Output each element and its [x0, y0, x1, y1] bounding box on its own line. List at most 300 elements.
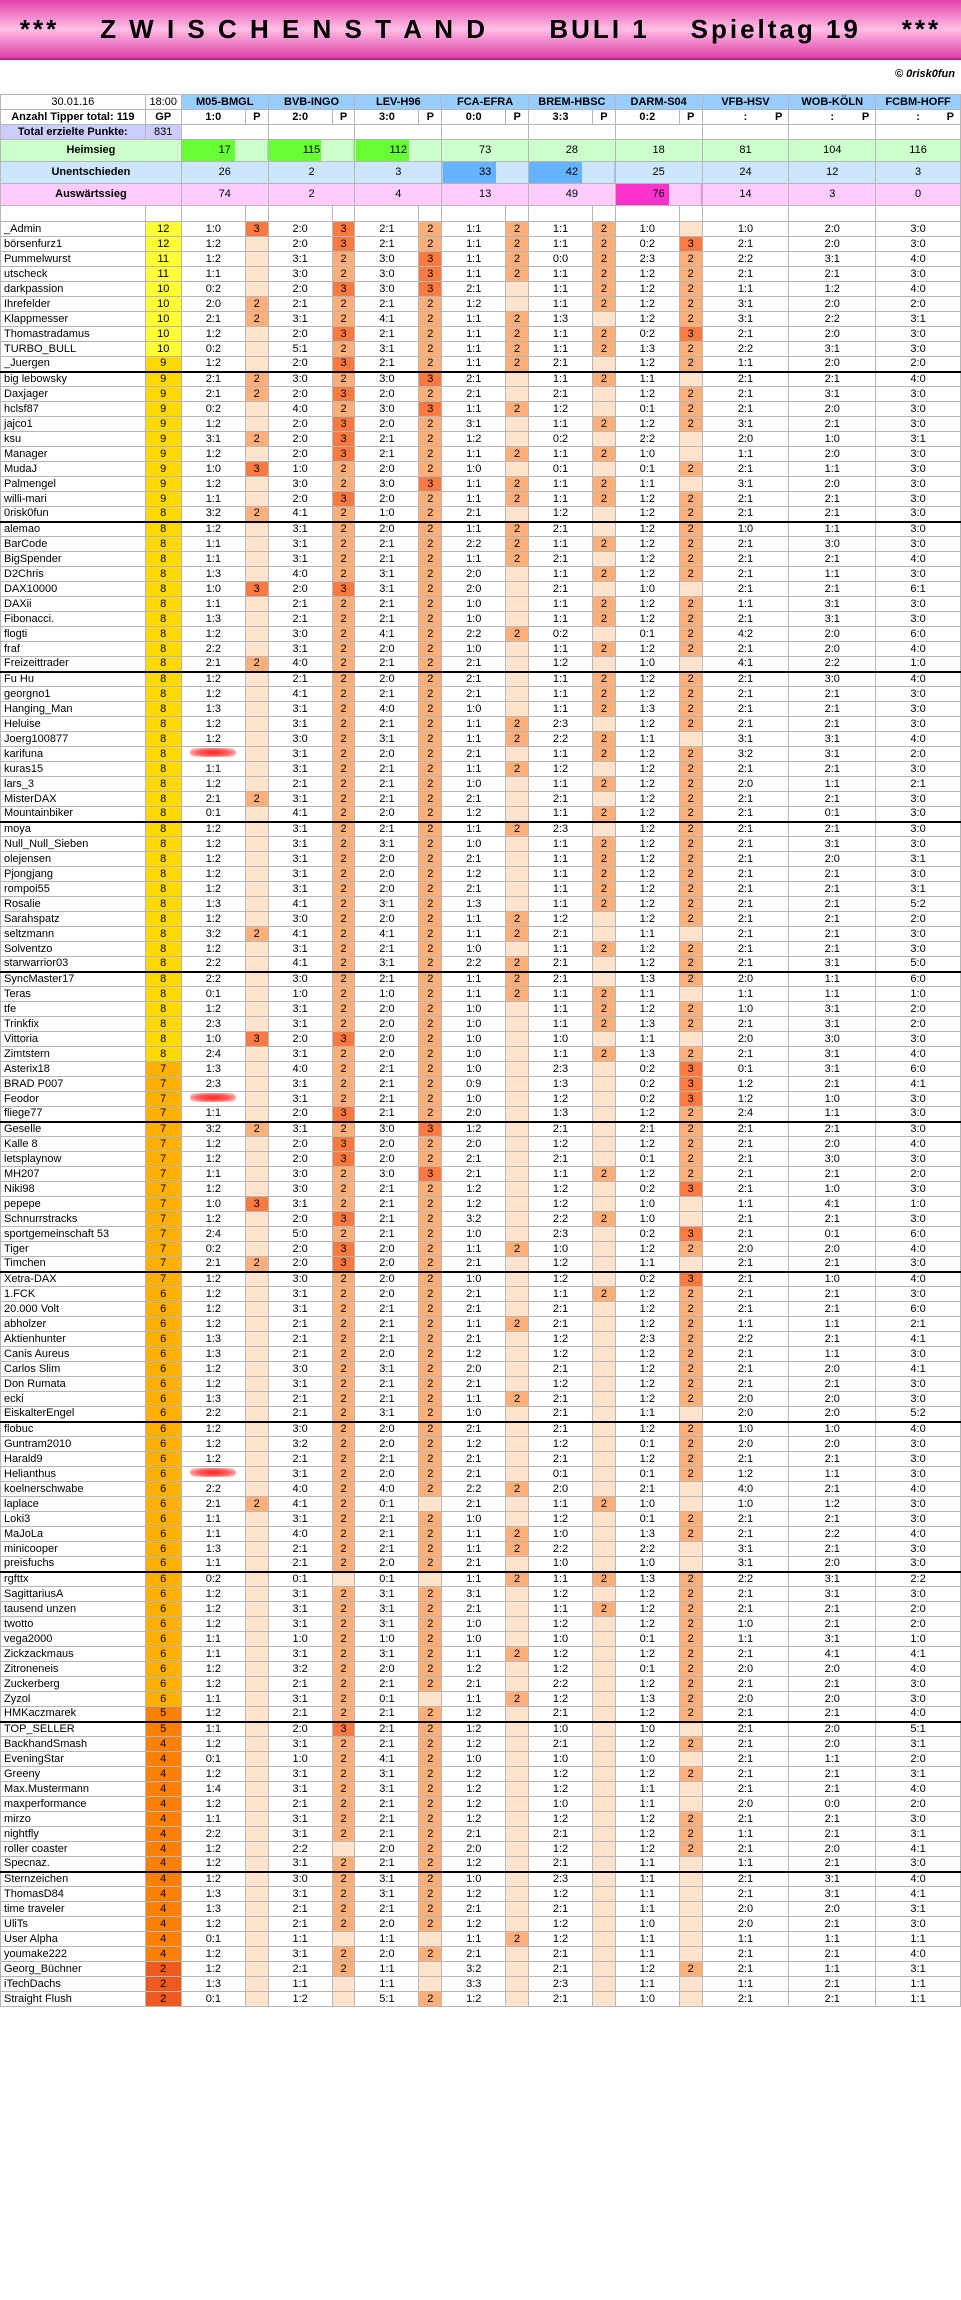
player-points: 2 [332, 732, 355, 747]
player-tip: 1:2 [181, 1602, 245, 1617]
player-row [1, 372, 961, 387]
player-points: 3 [419, 372, 442, 387]
player-tip: 5:0 [268, 1227, 332, 1242]
player-tip: 2:1 [789, 927, 876, 942]
player-name: Zimtstern [1, 1047, 146, 1062]
player-points [506, 1452, 529, 1467]
player-points: 2 [593, 1002, 616, 1017]
player-points [506, 1887, 529, 1902]
stat-value: 81 [702, 140, 789, 162]
player-row [1, 642, 961, 657]
player-points [419, 1932, 442, 1947]
player-tip: 1:2 [181, 867, 245, 882]
player-points [506, 1092, 529, 1107]
player-points: 2 [419, 312, 442, 327]
player-points: 2 [332, 1647, 355, 1662]
player-points [593, 1542, 616, 1557]
player-tip: 1:2 [181, 237, 245, 252]
player-tip: 3:1 [876, 882, 961, 897]
player-name: Harald9 [1, 1452, 146, 1467]
player-tip: 2:1 [355, 1542, 419, 1557]
player-tip: 1:3 [528, 1077, 592, 1092]
player-tip: 2:1 [702, 702, 789, 717]
player-row [1, 1557, 961, 1572]
player-gp: 8 [145, 912, 181, 927]
player-points [506, 282, 529, 297]
player-points [593, 1827, 616, 1842]
player-name: Thomastradamus [1, 327, 146, 342]
player-name: fliege77 [1, 1107, 146, 1122]
player-points: 2 [593, 447, 616, 462]
player-tip: 2:0 [702, 1392, 789, 1407]
player-points [593, 1032, 616, 1047]
player-row [1, 1587, 961, 1602]
player-points [679, 1782, 702, 1797]
player-gp: 6 [145, 1677, 181, 1692]
player-points [506, 1167, 529, 1182]
player-gp: 8 [145, 537, 181, 552]
player-tip: 2:0 [268, 282, 332, 297]
player-gp: 4 [145, 1737, 181, 1752]
player-tip: 3:1 [789, 252, 876, 267]
player-tip: 1:1 [528, 867, 592, 882]
player-tip: 3:1 [268, 852, 332, 867]
player-points: 2 [419, 1332, 442, 1347]
player-name: MudaJ [1, 462, 146, 477]
player-name: Pummelwurst [1, 252, 146, 267]
player-points [679, 1497, 702, 1512]
player-points: 2 [506, 1572, 529, 1587]
player-tip: 2:1 [702, 552, 789, 567]
player-tip: 2:0 [355, 1272, 419, 1287]
player-points: 2 [419, 1212, 442, 1227]
player-points: 2 [245, 1257, 268, 1272]
stat-value: 76 [615, 184, 702, 206]
player-points: 2 [419, 1887, 442, 1902]
player-points: 2 [593, 1167, 616, 1182]
player-tip: 4:0 [268, 402, 332, 417]
player-tip: 4:1 [876, 1842, 961, 1857]
player-row [1, 1347, 961, 1362]
player-points: 2 [332, 1287, 355, 1302]
player-tip: 2:1 [355, 1092, 419, 1107]
player-row [1, 1887, 961, 1902]
player-points [593, 1062, 616, 1077]
player-tip: 4:0 [876, 552, 961, 567]
player-points [506, 1347, 529, 1362]
player-tip: 1:0 [615, 1557, 679, 1572]
player-row [1, 1827, 961, 1842]
player-name: rompoi55 [1, 882, 146, 897]
player-gp: 6 [145, 1377, 181, 1392]
player-points: 2 [332, 927, 355, 942]
player-tip: 2:0 [442, 1362, 506, 1377]
player-tip: 2:0 [702, 1797, 789, 1812]
player-tip: 3:0 [876, 1542, 961, 1557]
player-tip: 4:0 [876, 1872, 961, 1887]
player-points [245, 1782, 268, 1797]
player-points: 2 [593, 702, 616, 717]
player-name: utscheck [1, 267, 146, 282]
player-tip: 3:1 [268, 1782, 332, 1797]
player-row [1, 582, 961, 597]
player-tip: 1:2 [528, 1647, 592, 1662]
player-points [245, 1857, 268, 1872]
player-name: Manager [1, 447, 146, 462]
player-points [506, 687, 529, 702]
player-row [1, 1272, 961, 1287]
player-gp: 10 [145, 312, 181, 327]
player-gp: 8 [145, 612, 181, 627]
player-points [506, 387, 529, 402]
player-points [245, 642, 268, 657]
player-tip: 4:1 [876, 1362, 961, 1377]
player-tip: 2:1 [702, 672, 789, 687]
player-tip: 3:1 [876, 1767, 961, 1782]
player-tip: 1:0 [442, 1632, 506, 1647]
player-tip: 2:2 [442, 957, 506, 972]
player-row [1, 1167, 961, 1182]
player-tip: 4:0 [876, 252, 961, 267]
player-tip: 1:2 [615, 1137, 679, 1152]
player-tip: 3:1 [268, 1737, 332, 1752]
player-tip: 1:0 [268, 987, 332, 1002]
player-points: 2 [419, 1872, 442, 1887]
player-points: 3 [419, 252, 442, 267]
player-points [245, 477, 268, 492]
player-tip: 1:1 [442, 1572, 506, 1587]
player-points [593, 1767, 616, 1782]
player-tip: 1:2 [442, 807, 506, 822]
player-gp: 6 [145, 1632, 181, 1647]
player-tip: 2:1 [702, 1812, 789, 1827]
player-gp: 9 [145, 402, 181, 417]
player-gp: 6 [145, 1557, 181, 1572]
player-tip: 2:1 [702, 1272, 789, 1287]
player-points: 2 [332, 1902, 355, 1917]
player-gp: 8 [145, 792, 181, 807]
player-tip: 2:2 [702, 342, 789, 357]
player-tip: 1:2 [181, 1287, 245, 1302]
player-row [1, 717, 961, 732]
player-tip: 1:1 [702, 1197, 789, 1212]
player-points: 2 [679, 1827, 702, 1842]
player-row [1, 252, 961, 267]
player-points [506, 1362, 529, 1377]
player-tip: 2:1 [355, 552, 419, 567]
player-row [1, 612, 961, 627]
player-points [245, 837, 268, 852]
player-tip: 4:0 [268, 1062, 332, 1077]
player-tip: 1:0 [528, 1752, 592, 1767]
player-tip: 2:1 [355, 657, 419, 672]
player-tip: 2:0 [702, 777, 789, 792]
player-tip: 2:1 [528, 957, 592, 972]
player-tip: 1:2 [181, 732, 245, 747]
player-tip: 3:0 [876, 942, 961, 957]
player-gp: 6 [145, 1467, 181, 1482]
player-tip: 3:1 [876, 1902, 961, 1917]
player-tip: 2:1 [789, 1452, 876, 1467]
player-tip: 2:1 [355, 717, 419, 732]
player-tip: 1:2 [528, 1662, 592, 1677]
player-gp: 6 [145, 1302, 181, 1317]
player-tip: 1:2 [181, 1002, 245, 1017]
player-tip: 2:0 [442, 1107, 506, 1122]
player-name: laplace [1, 1497, 146, 1512]
player-points: 2 [679, 1587, 702, 1602]
player-points [245, 267, 268, 282]
player-tip: 2:1 [702, 1782, 789, 1797]
player-tip: 2:1 [789, 1542, 876, 1557]
player-tip: 2:1 [789, 1077, 876, 1092]
player-gp: 8 [145, 732, 181, 747]
player-tip: 1:1 [702, 447, 789, 462]
player-gp: 8 [145, 927, 181, 942]
player-tip: 2:1 [268, 1797, 332, 1812]
player-tip: 1:3 [181, 1347, 245, 1362]
player-tip: 1:2 [528, 1767, 592, 1782]
player-points [245, 1242, 268, 1257]
player-points [506, 1197, 529, 1212]
player-row [1, 327, 961, 342]
player-tip: 1:2 [615, 267, 679, 282]
player-points: 2 [419, 732, 442, 747]
player-points [679, 657, 702, 672]
player-tip: 2:1 [702, 1167, 789, 1182]
player-tip: 1:1 [615, 1857, 679, 1872]
player-gp: 9 [145, 372, 181, 387]
player-gp: 8 [145, 567, 181, 582]
player-name: Georg_Büchner [1, 1962, 146, 1977]
player-tip: 2:1 [789, 897, 876, 912]
player-points [506, 1842, 529, 1857]
player-tip: 1:2 [442, 1197, 506, 1212]
player-tip: 0:1 [789, 1227, 876, 1242]
player-points [506, 1512, 529, 1527]
player-points [245, 567, 268, 582]
player-name: Freizeittrader [1, 657, 146, 672]
player-points: 3 [419, 1122, 442, 1137]
player-gp: 8 [145, 897, 181, 912]
player-points: 2 [332, 912, 355, 927]
player-points [506, 1152, 529, 1167]
player-row [1, 807, 961, 822]
player-name: Heluise [1, 717, 146, 732]
player-name: preisfuchs [1, 1557, 146, 1572]
player-tip: 2:2 [181, 957, 245, 972]
player-gp: 12 [145, 237, 181, 252]
player-points: 2 [332, 1587, 355, 1602]
player-points: 2 [679, 867, 702, 882]
player-tip: 3:1 [442, 417, 506, 432]
player-points [506, 432, 529, 447]
player-tip: 1:2 [181, 1302, 245, 1317]
player-points: 2 [679, 1107, 702, 1122]
player-gp: 8 [145, 627, 181, 642]
player-row [1, 387, 961, 402]
player-tip: 1:1 [181, 1107, 245, 1122]
player-tip: 2:1 [355, 1212, 419, 1227]
player-points: 2 [679, 1647, 702, 1662]
player-points [506, 1017, 529, 1032]
player-points: 2 [506, 1317, 529, 1332]
match-result: 0:0 [442, 110, 506, 125]
player-tip: 3:1 [268, 552, 332, 567]
player-gp: 6 [145, 1482, 181, 1497]
player-tip: 1:2 [181, 1137, 245, 1152]
player-tip: 1:2 [615, 1287, 679, 1302]
empty-cell [789, 206, 876, 222]
player-tip: 2:1 [355, 1182, 419, 1197]
player-points [419, 1977, 442, 1992]
player-tip: 3:0 [876, 597, 961, 612]
player-points: 2 [679, 297, 702, 312]
player-tip: 2:1 [442, 1302, 506, 1317]
player-points: 3 [679, 1062, 702, 1077]
player-tip: 0:2 [181, 1242, 245, 1257]
player-tip: 2:1 [702, 642, 789, 657]
player-gp: 8 [145, 957, 181, 972]
player-row [1, 1632, 961, 1647]
player-tip: 1:1 [789, 1752, 876, 1767]
player-gp: 10 [145, 282, 181, 297]
player-tip: 3:2 [181, 507, 245, 522]
player-tip: 1:1 [181, 1647, 245, 1662]
match-result: : P [702, 110, 789, 125]
player-tip: 2:0 [268, 417, 332, 432]
player-points: 2 [679, 1662, 702, 1677]
player-tip: 0:2 [181, 342, 245, 357]
player-points: 3 [419, 402, 442, 417]
player-points [245, 1107, 268, 1122]
player-tip: 1:1 [442, 357, 506, 372]
player-tip: 1:2 [528, 1437, 592, 1452]
player-points: 2 [419, 657, 442, 672]
player-tip: 1:2 [615, 1647, 679, 1662]
player-gp: 9 [145, 492, 181, 507]
player-tip: 2:1 [789, 1857, 876, 1872]
player-tip: 2:1 [528, 1407, 592, 1422]
player-points [506, 792, 529, 807]
player-tip: 2:1 [789, 1767, 876, 1782]
match-name: FCBM-HOFF [876, 95, 961, 110]
player-gp: 7 [145, 1167, 181, 1182]
player-tip: 2:0 [355, 1557, 419, 1572]
match-result: 2:0 [268, 110, 332, 125]
player-gp: 7 [145, 1212, 181, 1227]
player-tip: 2:1 [876, 777, 961, 792]
player-points: 2 [679, 702, 702, 717]
player-tip: 0:1 [615, 462, 679, 477]
player-tip: 4:0 [876, 1782, 961, 1797]
player-points: 2 [679, 1527, 702, 1542]
player-name: Zitroneneis [1, 1662, 146, 1677]
player-points [506, 1737, 529, 1752]
player-tip: 4:1 [789, 1647, 876, 1662]
player-points: 3 [332, 417, 355, 432]
player-points [506, 657, 529, 672]
player-points [245, 342, 268, 357]
player-tip: 1:0 [876, 1197, 961, 1212]
player-tip: 3:0 [355, 1122, 419, 1137]
player-gp: 8 [145, 807, 181, 822]
player-gp: 6 [145, 1422, 181, 1437]
player-tip: 2:1 [789, 1302, 876, 1317]
player-tip: 2:1 [702, 1122, 789, 1137]
player-points: 2 [419, 627, 442, 642]
player-tip: 4:1 [268, 507, 332, 522]
player-points: 2 [679, 1302, 702, 1317]
player-row [1, 1797, 961, 1812]
player-name: flobuc [1, 1422, 146, 1437]
player-points: 2 [679, 597, 702, 612]
player-points [245, 1692, 268, 1707]
player-tip: 1:2 [528, 1917, 592, 1932]
player-tip: 3:1 [268, 1092, 332, 1107]
player-gp: 8 [145, 867, 181, 882]
player-points: 2 [332, 612, 355, 627]
player-tip: 3:1 [268, 312, 332, 327]
player-tip: 3:1 [789, 1047, 876, 1062]
player-points: 2 [593, 1602, 616, 1617]
player-tip: 1:2 [615, 807, 679, 822]
stat-value: 0 [876, 184, 961, 206]
player-points: 2 [679, 1332, 702, 1347]
player-points: 2 [332, 792, 355, 807]
player-points [506, 1557, 529, 1572]
player-row [1, 1572, 961, 1587]
player-gp: 7 [145, 1107, 181, 1122]
player-tip: 0:1 [615, 627, 679, 642]
player-tip: 2:0 [355, 1152, 419, 1167]
player-points: 2 [593, 807, 616, 822]
player-tip: 1:2 [615, 1167, 679, 1182]
player-tip: 2:1 [268, 297, 332, 312]
player-points [245, 942, 268, 957]
player-tip: 1:2 [181, 1452, 245, 1467]
player-tip: 1:2 [528, 657, 592, 672]
player-points [245, 597, 268, 612]
player-tip: 1:2 [442, 1122, 506, 1137]
player-gp: 8 [145, 882, 181, 897]
player-tip: 1:1 [442, 267, 506, 282]
player-name: tfe [1, 1002, 146, 1017]
player-points: 2 [679, 1047, 702, 1062]
player-points [506, 1977, 529, 1992]
player-name: Fibonacci. [1, 612, 146, 627]
player-tip: 2:1 [442, 1152, 506, 1167]
player-points: 2 [506, 447, 529, 462]
player-tip: 2:2 [442, 1482, 506, 1497]
player-name: Niki98 [1, 1182, 146, 1197]
player-points: 3 [679, 1182, 702, 1197]
player-tip: 1:1 [528, 1497, 592, 1512]
player-tip: 2:1 [702, 837, 789, 852]
player-tip: 1:0 [268, 1632, 332, 1647]
player-points: 2 [419, 642, 442, 657]
player-tip: 2:1 [702, 1992, 789, 2007]
player-points: 2 [419, 717, 442, 732]
player-tip: 1:0 [442, 642, 506, 657]
player-tip: 1:2 [615, 357, 679, 372]
player-points [245, 1227, 268, 1242]
player-points: 2 [679, 852, 702, 867]
player-tip: 2:1 [442, 1827, 506, 1842]
player-tip: 2:0 [876, 1617, 961, 1632]
player-points: 2 [332, 1887, 355, 1902]
player-tip: 3:1 [789, 342, 876, 357]
